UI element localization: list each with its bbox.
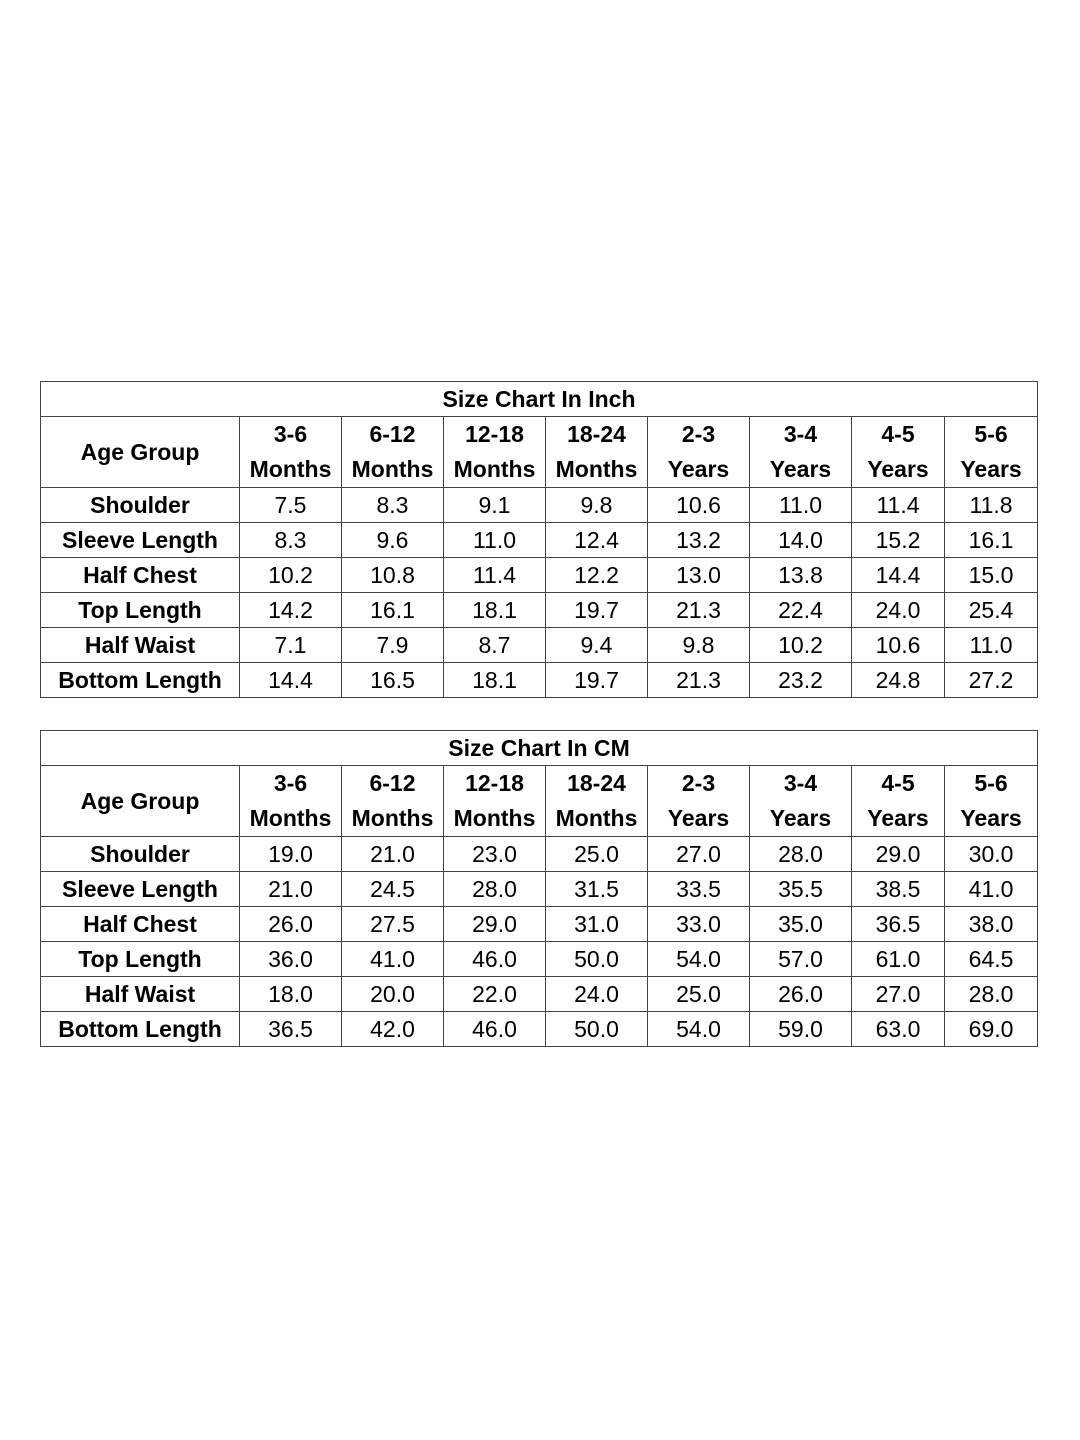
- table-row: [41, 1012, 1038, 1047]
- column-header: [240, 417, 342, 488]
- table-cell: 36.5: [240, 1012, 342, 1047]
- table-cell: 18.1: [444, 593, 546, 628]
- column-header: [945, 766, 1038, 837]
- table-cell: 54.0: [648, 942, 750, 977]
- table-cell: 8.3: [342, 488, 444, 523]
- table-cell: 10.2: [750, 628, 852, 663]
- table-cell: 15.2: [852, 523, 945, 558]
- table-cell: 27.5: [342, 907, 444, 942]
- table-cell: 19.7: [546, 593, 648, 628]
- column-header-unit: Years: [667, 805, 730, 831]
- table-cell: 14.0: [750, 523, 852, 558]
- table-cell: 11.4: [444, 558, 546, 593]
- column-header: [546, 417, 648, 488]
- table-row: [41, 837, 1038, 872]
- table-row: [41, 488, 1038, 523]
- column-header-unit: Years: [960, 456, 1022, 482]
- column-header-range: 18-24: [567, 770, 626, 796]
- column-header-unit: Months: [351, 805, 434, 831]
- table-row: [41, 907, 1038, 942]
- table-cell: 9.8: [648, 628, 750, 663]
- table-cell: 63.0: [852, 1012, 945, 1047]
- column-header-range: 6-12: [369, 770, 416, 796]
- column-header-range: 6-12: [369, 421, 416, 447]
- table-title: Size Chart In Inch: [41, 382, 1038, 417]
- column-header-range: 3-6: [273, 770, 308, 796]
- column-header-unit: Years: [960, 805, 1022, 831]
- table-cell: 10.2: [240, 558, 342, 593]
- table-cell: 12.4: [546, 523, 648, 558]
- table-cell: 10.8: [342, 558, 444, 593]
- table-cell: 19.0: [240, 837, 342, 872]
- table-cell: 14.4: [852, 558, 945, 593]
- column-header: [546, 766, 648, 837]
- table-title-row: [41, 382, 1038, 417]
- column-header: [852, 766, 945, 837]
- table-cell: 33.5: [648, 872, 750, 907]
- column-header-unit: Months: [249, 805, 332, 831]
- table-cell: 27.0: [648, 837, 750, 872]
- column-header: [750, 766, 852, 837]
- table-cell: 22.0: [444, 977, 546, 1012]
- table-cell: 16.1: [945, 523, 1038, 558]
- table-cell: 12.2: [546, 558, 648, 593]
- row-label: Half Chest: [41, 907, 240, 942]
- column-header: [342, 417, 444, 488]
- table-cell: 25.0: [546, 837, 648, 872]
- table-cell: 29.0: [852, 837, 945, 872]
- row-label: Sleeve Length: [41, 872, 240, 907]
- column-header-range: 2-3: [681, 421, 716, 447]
- column-header-unit: Months: [555, 456, 638, 482]
- row-label: Half Waist: [41, 628, 240, 663]
- column-header: [444, 417, 546, 488]
- table-cell: 24.8: [852, 663, 945, 698]
- table-cell: 23.2: [750, 663, 852, 698]
- column-header-unit: Years: [667, 456, 730, 482]
- column-header-unit: Months: [453, 456, 536, 482]
- table-cell: 9.6: [342, 523, 444, 558]
- age-group-label: Age Group: [41, 417, 240, 488]
- table-cell: 24.5: [342, 872, 444, 907]
- size-chart-cm-table: [40, 730, 1038, 1047]
- table-row: [41, 942, 1038, 977]
- table-cell: 9.4: [546, 628, 648, 663]
- table-cell: 36.5: [852, 907, 945, 942]
- age-group-label: Age Group: [41, 766, 240, 837]
- table-cell: 69.0: [945, 1012, 1038, 1047]
- column-header-range: 4-5: [881, 421, 915, 447]
- size-chart-inch-table: [40, 381, 1038, 698]
- table-cell: 21.3: [648, 663, 750, 698]
- column-header-unit: Months: [555, 805, 638, 831]
- column-header-unit: Years: [867, 805, 929, 831]
- table-header-row: [41, 417, 1038, 488]
- table-row: [41, 628, 1038, 663]
- column-header: [852, 417, 945, 488]
- table-cell: 33.0: [648, 907, 750, 942]
- table-cell: 27.2: [945, 663, 1038, 698]
- table-cell: 18.0: [240, 977, 342, 1012]
- table-cell: 64.5: [945, 942, 1038, 977]
- table-cell: 38.5: [852, 872, 945, 907]
- row-label: Top Length: [41, 942, 240, 977]
- table-cell: 30.0: [945, 837, 1038, 872]
- table-cell: 21.0: [240, 872, 342, 907]
- table-cell: 19.7: [546, 663, 648, 698]
- row-label: Bottom Length: [41, 1012, 240, 1047]
- row-label: Top Length: [41, 593, 240, 628]
- column-header-range: 5-6: [974, 421, 1008, 447]
- table-cell: 13.2: [648, 523, 750, 558]
- table-cell: 57.0: [750, 942, 852, 977]
- table-header-row: [41, 766, 1038, 837]
- table-row: [41, 663, 1038, 698]
- table-cell: 61.0: [852, 942, 945, 977]
- table-cell: 38.0: [945, 907, 1038, 942]
- table-cell: 7.1: [240, 628, 342, 663]
- table-title-row: [41, 731, 1038, 766]
- row-label: Bottom Length: [41, 663, 240, 698]
- table-cell: 41.0: [945, 872, 1038, 907]
- table-cell: 25.4: [945, 593, 1038, 628]
- column-header-range: 4-5: [881, 770, 915, 796]
- table-cell: 16.5: [342, 663, 444, 698]
- table-cell: 11.8: [945, 488, 1038, 523]
- row-label: Shoulder: [41, 488, 240, 523]
- table-row: [41, 593, 1038, 628]
- table-cell: 46.0: [444, 942, 546, 977]
- row-label: Half Chest: [41, 558, 240, 593]
- table-cell: 27.0: [852, 977, 945, 1012]
- table-cell: 26.0: [240, 907, 342, 942]
- column-header-range: 2-3: [681, 770, 716, 796]
- column-header: [648, 766, 750, 837]
- table-cell: 11.0: [444, 523, 546, 558]
- table-cell: 31.5: [546, 872, 648, 907]
- column-header-range: 12-18: [465, 770, 524, 796]
- table-cell: 28.0: [444, 872, 546, 907]
- column-header-unit: Months: [249, 456, 332, 482]
- table-cell: 22.4: [750, 593, 852, 628]
- table-cell: 35.0: [750, 907, 852, 942]
- column-header: [945, 417, 1038, 488]
- column-header-unit: Years: [769, 805, 832, 831]
- table-title: Size Chart In CM: [41, 731, 1038, 766]
- table-cell: 8.3: [240, 523, 342, 558]
- column-header-range: 18-24: [567, 421, 626, 447]
- table-cell: 14.2: [240, 593, 342, 628]
- table-cell: 14.4: [240, 663, 342, 698]
- row-label: Shoulder: [41, 837, 240, 872]
- column-header-unit: Years: [769, 456, 832, 482]
- table-cell: 42.0: [342, 1012, 444, 1047]
- table-row: [41, 977, 1038, 1012]
- row-label: Sleeve Length: [41, 523, 240, 558]
- table-cell: 46.0: [444, 1012, 546, 1047]
- table-cell: 9.1: [444, 488, 546, 523]
- table-cell: 41.0: [342, 942, 444, 977]
- table-cell: 7.9: [342, 628, 444, 663]
- column-header-range: 12-18: [465, 421, 524, 447]
- table-cell: 18.1: [444, 663, 546, 698]
- column-header: [648, 417, 750, 488]
- column-header-range: 3-4: [783, 421, 818, 447]
- column-header: [342, 766, 444, 837]
- table-cell: 50.0: [546, 942, 648, 977]
- table-cell: 25.0: [648, 977, 750, 1012]
- table-cell: 24.0: [852, 593, 945, 628]
- table-cell: 29.0: [444, 907, 546, 942]
- table-cell: 16.1: [342, 593, 444, 628]
- table-cell: 28.0: [945, 977, 1038, 1012]
- table-cell: 31.0: [546, 907, 648, 942]
- column-header-unit: Months: [453, 805, 536, 831]
- table-cell: 13.8: [750, 558, 852, 593]
- column-header: [750, 417, 852, 488]
- column-header-range: 3-6: [273, 421, 308, 447]
- table-cell: 11.4: [852, 488, 945, 523]
- table-cell: 54.0: [648, 1012, 750, 1047]
- table-cell: 28.0: [750, 837, 852, 872]
- table-cell: 23.0: [444, 837, 546, 872]
- table-cell: 11.0: [945, 628, 1038, 663]
- column-header-unit: Months: [351, 456, 434, 482]
- table-cell: 21.0: [342, 837, 444, 872]
- table-cell: 35.5: [750, 872, 852, 907]
- table-cell: 10.6: [852, 628, 945, 663]
- table-cell: 50.0: [546, 1012, 648, 1047]
- column-header-range: 3-4: [783, 770, 818, 796]
- table-cell: 24.0: [546, 977, 648, 1012]
- table-cell: 13.0: [648, 558, 750, 593]
- table-row: [41, 872, 1038, 907]
- table-cell: 8.7: [444, 628, 546, 663]
- row-label: Half Waist: [41, 977, 240, 1012]
- table-cell: 59.0: [750, 1012, 852, 1047]
- table-row: [41, 558, 1038, 593]
- table-cell: 10.6: [648, 488, 750, 523]
- table-cell: 21.3: [648, 593, 750, 628]
- column-header: [240, 766, 342, 837]
- table-cell: 15.0: [945, 558, 1038, 593]
- table-cell: 20.0: [342, 977, 444, 1012]
- table-row: [41, 523, 1038, 558]
- column-header-unit: Years: [867, 456, 929, 482]
- table-cell: 36.0: [240, 942, 342, 977]
- table-cell: 9.8: [546, 488, 648, 523]
- column-header-range: 5-6: [974, 770, 1008, 796]
- table-cell: 7.5: [240, 488, 342, 523]
- table-cell: 11.0: [750, 488, 852, 523]
- table-cell: 26.0: [750, 977, 852, 1012]
- column-header: [444, 766, 546, 837]
